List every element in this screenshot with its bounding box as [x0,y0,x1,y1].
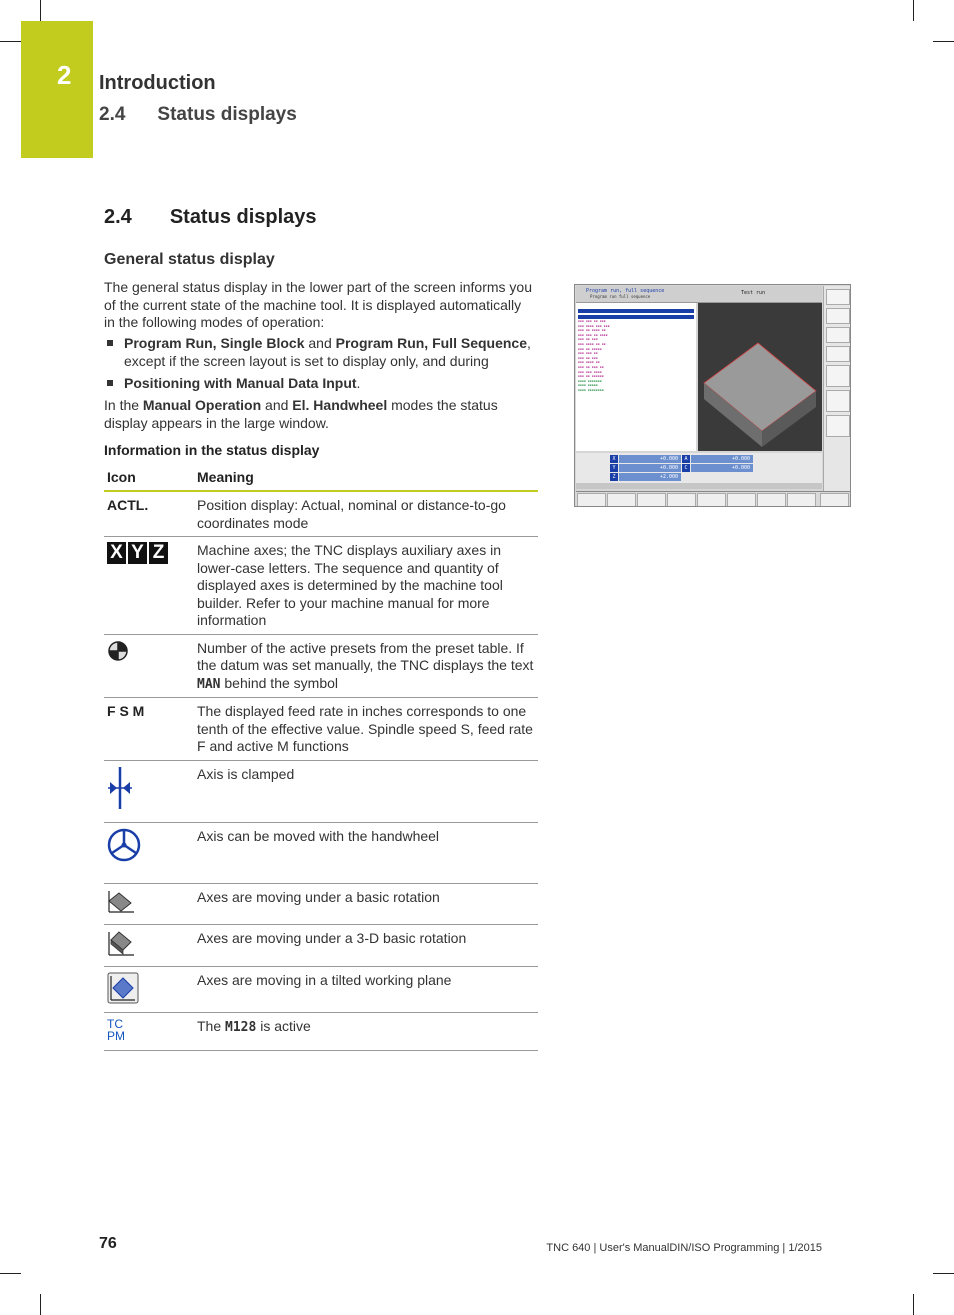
side-softkey[interactable] [826,346,850,362]
icon-cell [104,760,194,822]
preset-datum-icon [107,640,129,662]
side-softkey[interactable] [826,327,850,343]
program-line: ▪▪▪ ▪▪▪▪ ▪▪ [578,360,600,365]
table-row [104,698,538,761]
meaning-cell: Axes are moving under a 3-D basic rotation [194,924,538,966]
side-softkey[interactable] [826,365,850,387]
handwheel-icon [107,828,141,862]
meaning-cell: Axes are moving in a tilted working plane [194,966,538,1013]
crop-mark [0,41,21,42]
crop-mark [933,1273,954,1274]
softkey-row [576,491,851,507]
bullet-item [107,335,537,370]
tcpm-line: PM [107,1029,125,1043]
bullet-text: . [356,375,361,391]
running-section-number: 2.4 [99,104,126,125]
icon-cell [104,537,194,635]
side-softkey[interactable] [826,415,850,437]
crop-mark [933,41,954,42]
softkey[interactable] [787,493,816,507]
section-heading [104,206,317,229]
intro-paragraph: The general status display in the lower part of the screen informs you of the current state of the machine tool. It is displayed automatically in the following modes of operation: [104,279,532,330]
side-softkey[interactable] [826,390,850,412]
tcpm-line: TC [107,1017,123,1031]
xyz-axes-icon [107,542,191,564]
table-row [104,760,538,822]
axis-clamped-icon [107,766,133,810]
meaning-cell: Machine axes; the TNC displays auxiliary axes in lower-case letters. The sequence and quantity of displayed axes is determined by the machine tool builder. Refer to your machine manual for more information [194,537,538,635]
section-title: Status displays [169,206,317,228]
paragraph-text: and [261,397,293,413]
3d-basic-rotation-icon [107,930,135,956]
icon-cell [104,1013,194,1051]
icon-cell [104,634,194,698]
mode-name: Program Run, Full Sequence [335,335,527,351]
icon-cell [104,966,194,1013]
axis-label: C [682,464,690,472]
axis-label: Y [610,464,618,472]
basic-rotation-icon [107,889,135,913]
icon-cell [104,883,194,924]
program-line: ▪▪▪ ▪▪ ▪▪▪▪▪ [578,346,602,351]
footer-text: TNC 640 | User's ManualDIN/ISO Programming | 1/2015 [546,1242,822,1254]
program-line: ▪▪▪ ▪▪▪ ▪▪ ▪▪▪ [578,319,606,323]
icon-cell [104,491,194,537]
graphics-window [698,303,822,451]
softkey[interactable] [757,493,786,507]
axis-letter: X [107,542,126,564]
program-line: ▪▪▪ ▪▪ ▪▪▪ ▪▪ [578,364,604,369]
softkey[interactable] [667,493,696,507]
program-line: ▪▪▪ ▪▪▪ ▪▪ ▪▪▪▪ [578,332,608,337]
table-header-row [104,462,538,491]
mode-titlebar [576,286,822,303]
softkey[interactable] [697,493,726,507]
actl-label: ACTL. [107,497,149,513]
table-row [104,491,538,537]
axis-value: +0.000 [691,455,753,463]
mode-name: Positioning with Manual Data Input [124,375,357,391]
axis-label: Z [610,473,618,481]
crop-mark [913,0,914,21]
section-number: 2.4 [104,206,132,228]
running-section-title: Status displays [157,104,297,125]
handwheel-paragraph [104,397,534,432]
m128-code: M128 [225,1020,257,1035]
program-line: ▪▪▪▪ ▪▪▪▪▪ [578,383,598,388]
table-row [104,537,538,635]
column-header-meaning: Meaning [194,462,538,491]
status-line [576,483,822,489]
crop-mark [40,0,41,21]
program-line: ▪▪▪ ▪▪▪ ▪▪ [578,351,598,356]
meaning-text: is active [256,1018,311,1034]
meaning-cell [194,634,538,698]
program-window [576,303,696,451]
meaning-text: The [197,1018,226,1034]
column-header-icon: Icon [104,462,194,491]
table-row [104,883,538,924]
meaning-text: Number of the active presets from the preset table. If the datum was set manually, the TNC displays the text [197,639,534,673]
position-display [576,453,822,483]
mode-name: El. Handwheel [292,397,388,413]
axis-value: +2.000 [619,473,681,481]
program-line: ▪▪▪ ▪▪ ▪▪▪ [578,355,598,360]
program-line: ▪▪▪▪ ▪▪▪▪▪▪▪ [578,378,602,383]
axis-label: X [610,455,618,463]
table-caption: Information in the status display [104,442,320,458]
softkey[interactable] [577,493,606,507]
tcpm-icon [107,1018,191,1042]
softkey[interactable] [607,493,636,507]
axis-value: +0.000 [619,464,681,472]
axis-value: +0.000 [619,455,681,463]
side-softkey[interactable] [826,289,850,305]
fsm-label: F S M [107,703,145,719]
program-highlight [578,309,694,313]
meaning-cell: Axis can be moved with the handwheel [194,822,538,883]
axis-label: A [682,455,690,463]
running-section-header [99,104,297,126]
crop-mark [913,1294,914,1315]
chapter-number: 2 [57,60,72,90]
status-info-table [104,462,538,1051]
paragraph-text: modes the status display appears in the large window. [104,397,498,431]
side-softkey[interactable] [826,308,850,324]
table-row [104,1013,538,1051]
mode-subtitle: Program run full sequence [590,294,651,299]
chapter-title: Introduction [99,72,216,94]
mode-title: Program run, full sequence [586,288,665,294]
program-line: ▪▪▪ ▪▪▪ ▪▪▪▪ [578,369,602,374]
vertical-softkey-bar [823,286,851,496]
meaning-cell: Axes are moving under a basic rotation [194,883,538,924]
meaning-cell: Axis is clamped [194,760,538,822]
table-row [104,924,538,966]
secondary-mode: Test run [741,290,766,296]
man-code: MAN [197,676,221,692]
icon-cell [104,698,194,761]
mode-name: Program Run, Single Block [124,335,305,351]
table-row [104,634,538,698]
table-row [104,966,538,1013]
paragraph-text: In the [104,397,143,413]
program-line: ▪▪▪ ▪▪▪▪ ▪▪ ▪▪ [578,341,606,346]
bullet-marker [107,340,113,346]
workpiece-graphic [698,303,822,451]
crop-mark [40,1294,41,1315]
bullet-item [107,375,537,393]
axis-letter: Y [128,542,147,564]
axis-letter: Z [149,542,168,564]
program-line: ▪▪▪ ▪▪ ▪▪▪▪▪▪ [578,374,604,379]
tilted-plane-icon [107,972,139,1004]
bullet-marker [107,380,113,386]
icon-cell [104,822,194,883]
meaning-cell: Position display: Actual, nominal or distance-to-go coordinates mode [194,491,538,537]
tnc-screen-screenshot [574,284,851,507]
program-line: ▪▪▪ ▪▪ ▪▪▪▪ ▪▪ [578,328,606,333]
axis-value: +0.000 [691,464,753,472]
program-line: ▪▪▪▪ ▪▪▪▪▪▪▪▪ [578,387,604,392]
subsection-heading: General status display [104,251,275,268]
mode-name: Manual Operation [142,397,262,413]
bullet-text: and [304,335,336,351]
meaning-cell: The displayed feed rate in inches corresponds to one tenth of the effective value. Spindle speed S, feed rate F and active M functions [194,698,538,761]
meaning-cell [194,1013,538,1051]
program-line: ▪▪▪ ▪▪▪▪ ▪▪▪ ▪▪▪ [578,323,610,328]
icon-cell [104,924,194,966]
softkey[interactable] [727,493,756,507]
program-line: ▪▪▪ ▪▪ ▪▪▪ [578,337,598,342]
page-number: 76 [99,1235,117,1252]
crop-mark [0,1273,21,1274]
softkey[interactable] [637,493,666,507]
meaning-text: behind the symbol [220,674,339,691]
table-row [104,822,538,883]
bullet-text: , except if the screen layout is set to display only, and during [124,335,531,369]
softkey[interactable] [820,493,849,507]
